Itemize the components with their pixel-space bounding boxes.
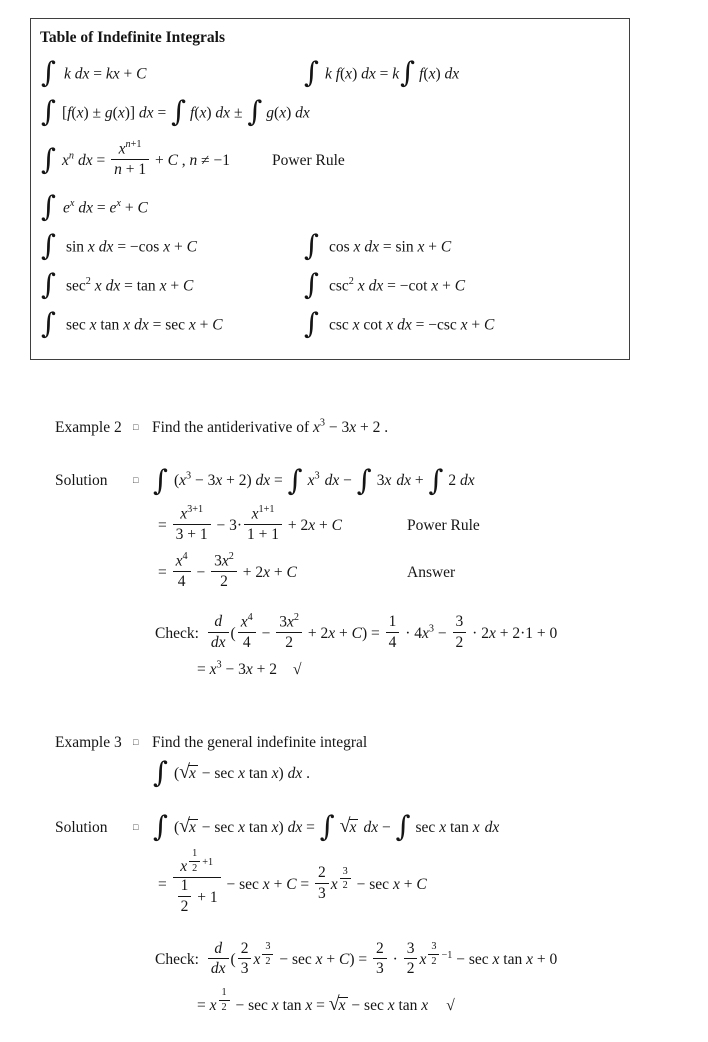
- example-2-header: [55, 418, 708, 439]
- example-3-result-math: = x $^{\frac{1}{2}}$ − sec x tan x = √x − sec x tan x √: [197, 986, 455, 1015]
- example-2-step2-math: = $\frac{x^4}{4}$ − $\frac{3x^2}{2}$ + 2x + C: [158, 550, 297, 590]
- rule-constant-multiple: ∫ k f(x) dx = k∫ f(x) dx: [304, 55, 460, 90]
- rule-power: ∫ $x^n$ dx = $\frac{x^{n+1}}{n + 1}$ + C , n ≠ −1 Power Rule: [41, 138, 345, 178]
- example-3-step: [0, 847, 708, 919]
- rule-csc-cot: ∫ csc x cot x dx = −csc x + C: [304, 306, 495, 341]
- example-2-check-row: [155, 611, 708, 654]
- example-2-solution-row: [55, 462, 708, 497]
- example-2-section: [0, 418, 708, 681]
- table-row-power: [40, 133, 619, 189]
- example-2-check-math: $\frac{d}{dx}$ ( $\frac{x^4}{4}$ − $\frac{3x^2}{2}$ + 2x + C) = $\frac{1}{4}$ · $4x^3$ − $\frac{3}{2}$ · 2x + 2·1 + 0: [206, 625, 557, 642]
- square-bullet-icon: □: [133, 475, 139, 486]
- example-2-step1-math: = $\frac{x^{3+1}}{3 + 1}$ − 3· $\frac{x^{1+1}}{1 + 1}$ + 2x + C: [158, 503, 343, 543]
- square-bullet-icon: □: [133, 422, 139, 432]
- table-row-sectan-csccot: [40, 306, 619, 345]
- example-3-result-row: [197, 988, 708, 1017]
- table-row-sin-cos: [40, 228, 619, 267]
- document-page: [0, 18, 708, 1042]
- example-3-header: [55, 733, 708, 754]
- square-bullet-icon: □: [133, 736, 139, 747]
- answer-note: Answer: [407, 564, 456, 582]
- square-bullet-icon: □: [133, 821, 139, 832]
- example-3-prompt: Find the general indefinite integral: [152, 733, 368, 751]
- example-3-section: [0, 733, 708, 1017]
- rule-csc-squared: ∫ $\csc^2 x$ dx = −cot x + C: [304, 267, 466, 302]
- example-2-step-answer: [0, 550, 708, 593]
- table-title: Table of Indefinite Integrals: [40, 29, 226, 46]
- rule-sum-difference: ∫ [f(x) ± g(x)] dx = ∫ f(x) dx ± ∫ g(x) dx: [41, 94, 310, 129]
- rule-constant: ∫ k dx = kx + C: [41, 55, 147, 90]
- rule-sin: ∫ sin x dx = −cos x + C: [41, 228, 197, 263]
- example-3-display-math: ∫ (√x − sec x tan x) dx .: [153, 755, 310, 790]
- example-2-label: Example 2: [55, 419, 122, 436]
- example-3-check-math: $\frac{d}{dx}$ ( $\frac{2}{3}$ x $^{\frac{3}{2}}$ − sec x + C) = $\frac{2}{3}$ · $\frac{3}{2}$ x $^{\frac{3}{2} -1}$ − sec x tan x + 0: [206, 951, 557, 968]
- example-2-prompt: Find the antiderivative of $x^3 - 3x + 2$ .: [152, 417, 389, 436]
- check-label: Check:: [155, 624, 199, 642]
- check-label: Check:: [155, 951, 199, 969]
- solution-label: Solution: [55, 818, 108, 836]
- example-2-solution-line: ∫ $(x^3 - 3x + 2)$ dx = ∫ $x^3$ dx − ∫ 3x dx + ∫ 2 dx: [153, 462, 475, 497]
- table-row-sec2-csc2: [40, 267, 619, 306]
- power-rule-note: Power Rule: [407, 517, 480, 535]
- example-3-solution-line: ∫ (√x − sec x tan x) dx = ∫ √x dx − ∫ sec x tan x dx: [153, 809, 500, 844]
- example-3-check-row: [155, 941, 708, 980]
- example-3-integral-display: [152, 755, 708, 790]
- rule-sec-squared: ∫ $\sec^2 x$ dx = tan x + C: [41, 267, 194, 302]
- rule-exponential: ∫ $e^x$ dx = $e^x + C$: [41, 189, 148, 224]
- example-3-solution-row: [55, 809, 708, 844]
- table-row-sum-difference: [40, 94, 619, 133]
- table-row-exponential: [40, 189, 619, 228]
- table-row-constant: [40, 55, 619, 94]
- example-2-result-row: [197, 660, 708, 681]
- solution-label: Solution: [55, 472, 108, 490]
- example-2-step-power-rule: [0, 503, 708, 546]
- rule-cos: ∫ cos x dx = sin x + C: [304, 228, 452, 263]
- rule-sec-tan: ∫ sec x tan x dx = sec x + C: [41, 306, 223, 341]
- indefinite-integrals-table: [30, 18, 630, 360]
- example-3-label: Example 3: [55, 733, 122, 751]
- example-2-result-math: = $x^3 - 3x + 2$ √: [197, 659, 302, 678]
- example-3-step-math: = x $^{\frac{1}{2} +1}$ $\frac{1}{2}$ + 1 − sec x + C = $\frac{2}{3}$ x $^{\frac{3}{2}}$ − sec x + C: [158, 876, 427, 893]
